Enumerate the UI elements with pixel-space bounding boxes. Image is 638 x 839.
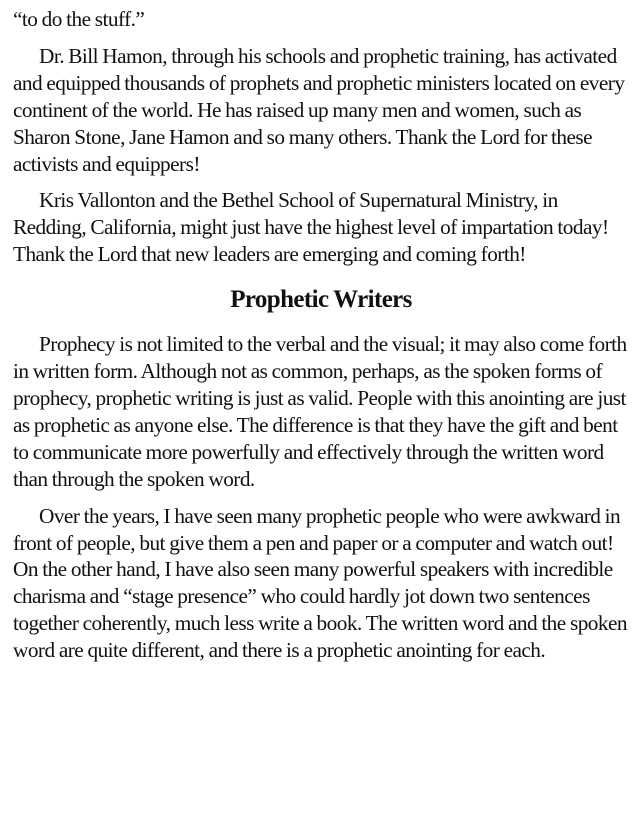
paragraph-prophecy-written-form: Prophecy is not limited to the verbal and the visual; it may also come forth in written form. Although not as common, perhaps, as the spoken forms of prophecy, prophetic writing is just as valid. People with this anointing are just as prophetic as anyone else. The difference is that they have the gift and bent to communicate more powerfully and effectively through the written word than through the spoken word. [13,332,627,491]
opening-fragment: “to do the stuff.” [13,7,145,31]
section-heading: Prophetic Writers [230,286,412,314]
paragraph-bill-hamon: Dr. Bill Hamon, through his schools and prophetic training, has activated and equipped thousands of prophets and prophetic ministers located on every continent of the world. He has raised up many men and women, such as Sharon Stone, Jane Hamon and so many others. Thank the Lord for these activists and equippers! [13,43,625,176]
document-page [13,6,629,674]
paragraph-kris-vallonton: Kris Vallonton and the Bethel School of Supernatural Ministry, in Redding, California, might just have the highest level of impartation today! Thank the Lord that new leaders are emerging and coming forth! [13,188,609,267]
paragraph-over-the-years: Over the years, I have seen many prophetic people who were awkward in front of people, but give them a pen and paper or a computer and watch out! On the other hand, I have also seen many powerful speakers with incredible charisma and “stage presence” who could hardly jot down two sentences together coherently, much less write a book. The written word and the spoken word are quite different, and there is a prophetic anointing for each. [13,503,627,663]
